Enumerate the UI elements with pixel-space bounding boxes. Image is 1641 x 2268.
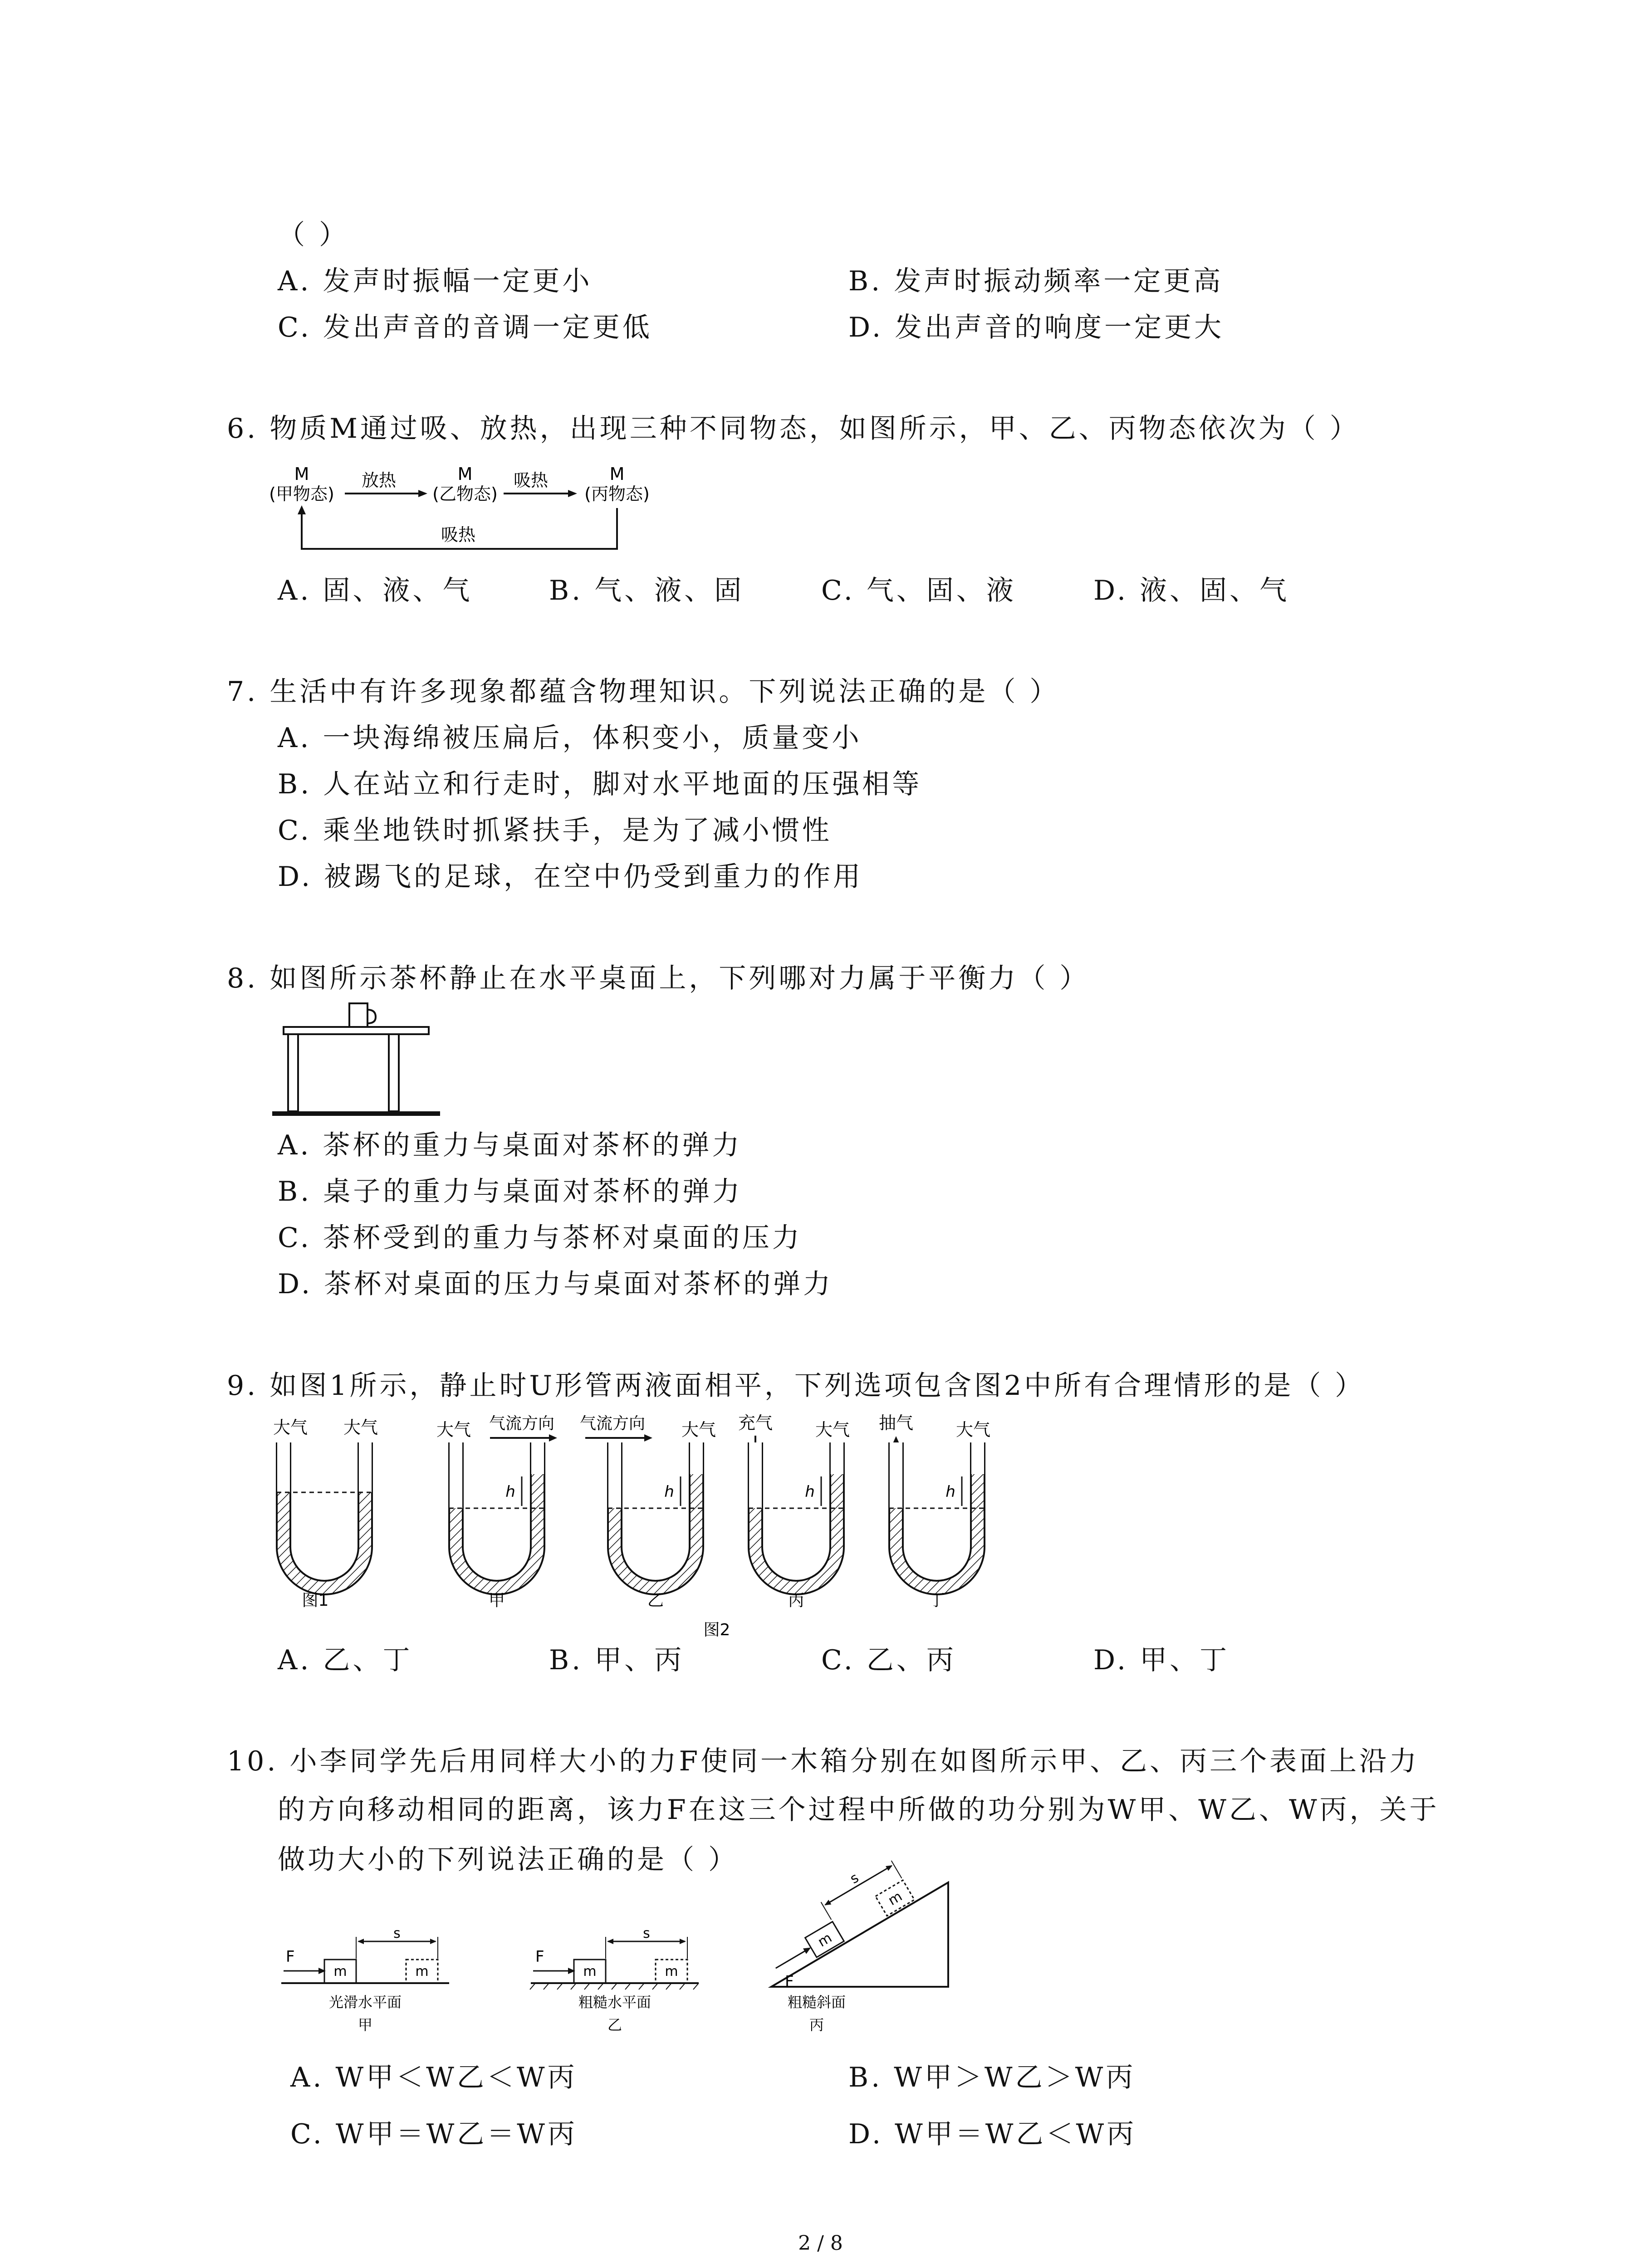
- q5-option-d[interactable]: D. 发出声音的响度一定更大: [848, 312, 1225, 343]
- q9-u-tube-figure: [263, 1411, 1034, 1647]
- q6-m-2: M: [457, 464, 473, 484]
- label-jia: 甲: [488, 1591, 505, 1610]
- fig1-label: 图1: [302, 1591, 329, 1610]
- q10-stem-line2: 的方向移动相同的距离，该力F在这三个过程中所做的功分别为W甲、W乙、W丙，关于: [278, 1794, 1440, 1826]
- svg-text:气流方向: 气流方向: [579, 1414, 646, 1433]
- svg-text:h: h: [664, 1483, 674, 1501]
- q10-figure: [277, 1870, 957, 2055]
- svg-text:h: h: [945, 1483, 955, 1501]
- q6-option-d[interactable]: D. 液、固、气: [1093, 575, 1290, 606]
- svg-text:m: m: [415, 1964, 429, 1980]
- q9-option-c[interactable]: C. 乙、丙: [821, 1644, 956, 1676]
- q6-arrow-label-3: 吸热: [441, 525, 476, 545]
- q8-option-c[interactable]: C. 茶杯受到的重力与茶杯对桌面的压力: [278, 1222, 802, 1254]
- u-tube-ding: [879, 1413, 990, 1610]
- svg-text:m: m: [333, 1964, 347, 1980]
- q6-state-diagram: [259, 463, 667, 562]
- q6-m-3: M: [609, 464, 625, 484]
- air-label: 大气: [273, 1418, 308, 1437]
- q8-stem: 8. 如图所示茶杯静止在水平桌面上，下列哪对力属于平衡力（ ）: [227, 963, 1090, 994]
- q6-option-b[interactable]: B. 气、液、固: [549, 575, 745, 606]
- q6-arrow-label-1: 放热: [361, 470, 397, 490]
- fig2-label: 图2: [703, 1621, 730, 1639]
- svg-text:丙: 丙: [809, 2016, 824, 2033]
- q6-m-1: M: [294, 464, 309, 484]
- svg-text:抽气: 抽气: [878, 1413, 914, 1433]
- q6-arrow-label-2: 吸热: [513, 470, 549, 490]
- svg-text:s: s: [393, 1926, 401, 1941]
- q7-option-a[interactable]: A. 一块海绵被压扁后，体积变小，质量变小: [278, 722, 862, 754]
- q9-option-d[interactable]: D. 甲、丁: [1093, 1644, 1230, 1676]
- svg-text:s: s: [643, 1926, 650, 1941]
- q8-option-d[interactable]: D. 茶杯对桌面的压力与桌面对茶杯的弹力: [278, 1268, 833, 1300]
- svg-text:大气: 大气: [815, 1420, 850, 1440]
- u-tube-jia: [436, 1414, 557, 1610]
- svg-text:大气: 大气: [955, 1420, 991, 1440]
- u-tube-yi: [580, 1414, 716, 1610]
- q10-option-c[interactable]: C. W甲＝W乙＝W丙: [290, 2118, 578, 2150]
- svg-text:大气: 大气: [436, 1420, 471, 1440]
- q10-fig-bing: [753, 1851, 948, 2033]
- svg-text:粗糙水平面: 粗糙水平面: [578, 1994, 652, 2011]
- q10-stem-line1: 10. 小李同学先后用同样大小的力F使同一木箱分别在如图所示甲、乙、丙三个表面上沿力: [227, 1745, 1420, 1777]
- air-label: 大气: [343, 1418, 378, 1437]
- q9-stem: 9. 如图1所示，静止时U形管两液面相平，下列选项包含图2中所有合理情形的是（ ）: [227, 1370, 1365, 1402]
- svg-text:F: F: [535, 1948, 544, 1966]
- svg-text:大气: 大气: [681, 1420, 716, 1440]
- svg-text:h: h: [505, 1483, 515, 1501]
- q7-stem: 7. 生活中有许多现象都蕴含物理知识。下列说法正确的是（ ）: [227, 676, 1060, 708]
- page-number: 2 / 8: [798, 2232, 843, 2255]
- u-tube-bing: [738, 1413, 850, 1610]
- q7-option-b[interactable]: B. 人在站立和行走时，脚对水平地面的压强相等: [278, 768, 922, 800]
- q9-option-a[interactable]: A. 乙、丁: [278, 1644, 413, 1676]
- q5-option-a[interactable]: A. 发声时振幅一定更小: [278, 265, 593, 297]
- q8-option-b[interactable]: B. 桌子的重力与桌面对茶杯的弹力: [278, 1176, 743, 1207]
- teacup-icon: [349, 1003, 367, 1027]
- svg-text:光滑水平面: 光滑水平面: [328, 1994, 402, 2011]
- label-yi: 乙: [647, 1591, 664, 1610]
- svg-text:甲: 甲: [358, 2016, 373, 2033]
- q10-stem-line3: 做功大小的下列说法正确的是（ ）: [278, 1844, 739, 1876]
- q6-option-c[interactable]: C. 气、固、液: [821, 575, 1016, 606]
- svg-text:F: F: [785, 1973, 794, 1991]
- floor-line: [272, 1111, 440, 1116]
- q10-option-a[interactable]: A. W甲＜W乙＜W丙: [290, 2062, 578, 2093]
- svg-text:粗糙斜面: 粗糙斜面: [787, 1994, 846, 2011]
- q9-option-b[interactable]: B. 甲、丙: [549, 1644, 685, 1676]
- q10-option-b[interactable]: B. W甲＞W乙＞W丙: [848, 2062, 1136, 2093]
- q5-option-b[interactable]: B. 发声时振动频率一定更高: [848, 265, 1224, 297]
- q6-option-a[interactable]: A. 固、液、气: [278, 575, 473, 606]
- svg-text:m: m: [815, 1930, 835, 1950]
- q5-paren: （ ）: [278, 219, 349, 251]
- q8-table-cup-figure: [270, 998, 442, 1120]
- svg-text:乙: 乙: [607, 2016, 622, 2033]
- q5-option-c[interactable]: C. 发出声音的音调一定更低: [278, 312, 652, 343]
- svg-text:气流方向: 气流方向: [489, 1414, 555, 1433]
- svg-text:m: m: [665, 1964, 678, 1980]
- label-ding: 丁: [928, 1591, 945, 1610]
- svg-text:F: F: [286, 1948, 295, 1966]
- q6-stem: 6. 物质M通过吸、放热，出现三种不同物态，如图所示，甲、乙、丙物态依次为（ ）: [227, 413, 1360, 445]
- q7-option-d[interactable]: D. 被踢飞的足球，在空中仍受到重力的作用: [278, 861, 863, 893]
- svg-text:m: m: [583, 1964, 597, 1980]
- svg-text:h: h: [805, 1483, 815, 1501]
- q8-option-a[interactable]: A. 茶杯的重力与桌面对茶杯的弹力: [278, 1129, 742, 1161]
- q6-state-3: (丙物态): [584, 484, 650, 504]
- table-top: [284, 1027, 429, 1034]
- svg-text:m: m: [885, 1888, 905, 1909]
- q6-state-2: (乙物态): [432, 484, 498, 504]
- q7-option-c[interactable]: C. 乘坐地铁时抓紧扶手，是为了减小惯性: [278, 815, 832, 846]
- q10-fig-yi: [530, 1926, 699, 2033]
- q10-fig-jia: [281, 1926, 449, 2033]
- svg-text:充气: 充气: [738, 1413, 773, 1433]
- u-tube-fig1: [273, 1418, 378, 1610]
- svg-text:s: s: [847, 1870, 862, 1887]
- label-bing: 丙: [788, 1591, 805, 1610]
- q10-option-d[interactable]: D. W甲＝W乙＜W丙: [848, 2118, 1137, 2150]
- q6-state-1: (甲物态): [269, 484, 334, 504]
